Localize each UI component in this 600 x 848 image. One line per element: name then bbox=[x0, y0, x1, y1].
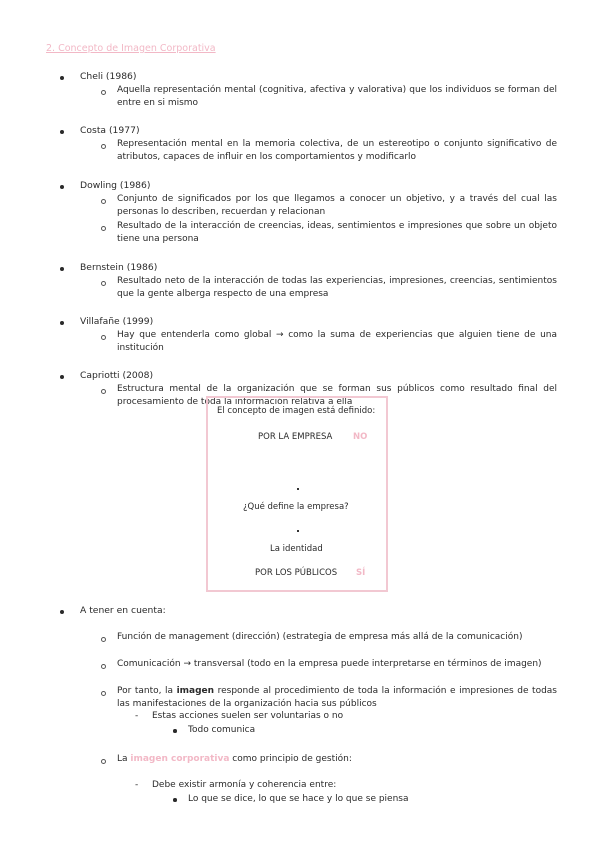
note-subitem: Debe existir armonía y coherencia entre: bbox=[152, 780, 337, 790]
bullet-icon bbox=[60, 130, 64, 134]
bullet-icon bbox=[60, 185, 64, 189]
definition: Representación mental en la memoria colectiva, de un estereotipo o conjunto significativo de atributos, capaces de influir en los comportamientos y modificarlo bbox=[117, 139, 557, 162]
author-name: Capriotti (2008) bbox=[80, 370, 154, 381]
note-text: como principio de gestión: bbox=[229, 754, 352, 764]
circle-bullet-icon bbox=[101, 759, 106, 764]
note-highlight-text: imagen corporativa bbox=[130, 754, 230, 764]
arrow-down-icon bbox=[297, 530, 299, 532]
circle-bullet-icon bbox=[101, 389, 106, 394]
note-item: Comunicación → transversal (todo en la empresa puede interpretarse en términos de imagen) bbox=[117, 659, 542, 669]
bullet-icon bbox=[60, 321, 64, 325]
bullet-icon bbox=[173, 798, 177, 802]
diagram-row-company: POR LA EMPRESA bbox=[258, 432, 333, 442]
author-name: Villafañe (1999) bbox=[80, 316, 154, 327]
bullet-icon bbox=[60, 76, 64, 80]
circle-bullet-icon bbox=[101, 226, 106, 231]
note-item bbox=[117, 753, 557, 766]
concept-diagram bbox=[206, 396, 388, 592]
diagram-tag-yes: SÍ bbox=[356, 568, 366, 578]
bullet-icon bbox=[173, 729, 177, 733]
circle-bullet-icon bbox=[101, 335, 106, 340]
author-name: Costa (1977) bbox=[80, 125, 140, 136]
definition: Conjunto de significados por los que llegamos a conocer un objetivo, y a través del cual las personas lo describen, recuerdan y relacionan bbox=[117, 194, 557, 217]
note-text: responde al procedimiento de toda la información e impresiones de todas las manifestaciones de la organización hacia sus públicos bbox=[117, 686, 557, 709]
note-subitem: Todo comunica bbox=[188, 725, 256, 735]
circle-bullet-icon bbox=[101, 691, 106, 696]
dash-bullet: - bbox=[135, 780, 139, 790]
arrow-down-icon bbox=[297, 488, 299, 490]
author-name: Cheli (1986) bbox=[80, 71, 137, 82]
bullet-icon bbox=[60, 610, 64, 614]
bullet-icon bbox=[60, 267, 64, 271]
notes-title: A tener en cuenta: bbox=[80, 605, 166, 616]
note-bold-text: imagen bbox=[176, 686, 215, 696]
diagram-row-publics: POR LOS PÚBLICOS bbox=[255, 568, 338, 578]
diagram-question: ¿Qué define la empresa? bbox=[243, 502, 349, 512]
circle-bullet-icon bbox=[101, 637, 106, 642]
diagram-tag-no: NO bbox=[353, 432, 368, 442]
note-text: Por tanto, la bbox=[117, 686, 177, 696]
definition: Hay que entenderla como global → como la suma de experiencias que alguien tiene de una institución bbox=[117, 330, 557, 353]
diagram-identity: La identidad bbox=[270, 544, 323, 554]
circle-bullet-icon bbox=[101, 199, 106, 204]
circle-bullet-icon bbox=[101, 664, 106, 669]
author-name: Bernstein (1986) bbox=[80, 262, 158, 273]
section-heading: 2. Concepto de Imagen Corporativa bbox=[46, 43, 216, 54]
note-item bbox=[117, 685, 557, 711]
definition: Estructura mental de la organización que se forman sus públicos como resultado final del procesamiento de toda la información relativa a ella bbox=[117, 384, 557, 407]
circle-bullet-icon bbox=[101, 144, 106, 149]
note-subitem: Lo que se dice, lo que se hace y lo que se piensa bbox=[188, 794, 409, 804]
definition: Aquella representación mental (cognitiva, afectiva y valorativa) que los individuos se forman del entre en si mismo bbox=[117, 85, 557, 108]
note-subitem: Estas acciones suelen ser voluntarias o no bbox=[152, 711, 344, 721]
note-item: Función de management (dirección) (estrategia de empresa más allá de la comunicación) bbox=[117, 632, 523, 642]
bullet-icon bbox=[60, 375, 64, 379]
author-name: Dowling (1986) bbox=[80, 180, 151, 191]
circle-bullet-icon bbox=[101, 90, 106, 95]
definition: Resultado neto de la interacción de todas las experiencias, impresiones, creencias, sentimientos que la gente alberga respecto de una empresa bbox=[117, 276, 557, 299]
dash-bullet: - bbox=[135, 711, 139, 721]
diagram-title: El concepto de imagen está definido: bbox=[217, 406, 376, 416]
definition: Resultado de la interacción de creencias, ideas, sentimientos e impresiones que sobre un objeto tiene una persona bbox=[117, 221, 557, 244]
circle-bullet-icon bbox=[101, 281, 106, 286]
note-text: La bbox=[117, 754, 131, 764]
